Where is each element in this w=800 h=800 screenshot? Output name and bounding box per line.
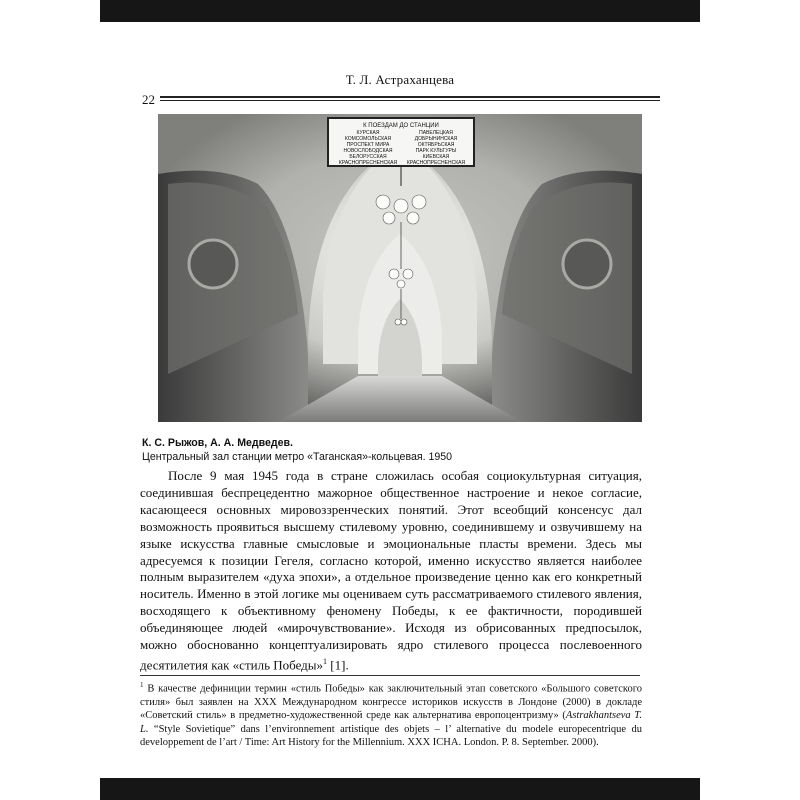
sign-station-left: НОВОСЛОБОДСКАЯ [343,148,393,154]
body-paragraph [140,468,642,674]
header-rule-thin [160,100,660,101]
footnote-mark: 1 [140,681,144,689]
sign-station-left: ПРОСПЕКТ МИРА [346,142,390,148]
sign-station-right: ПАВЕЛЕЦКАЯ [419,130,453,136]
sign-station-left: КОМСОМОЛЬСКАЯ [344,136,392,142]
sign-station-right: ОКТЯБРЬСКАЯ [417,142,455,148]
sign-station-left: БЕЛОРУССКАЯ [349,154,387,160]
footnote-text-end: “Style Sovietique” dans l’environnement artistique des objets – l’ alternative du modele europecentrique du developpement de l’art / Time: Art History for the Millennium. XXX ICHA. London. P. 8. September. 2000). [140,723,642,749]
footnote [140,679,642,750]
sign-heading: К ПОЕЗДАМ ДО СТАНЦИИ [363,123,439,129]
footnote-text: В качестве дефиниции термин «стиль Победы» как заключительный этап советского «Большого советского стиля» был заявлен на XXX Международном конгрессе историков искусств в Лондоне (2000) в докладе «Советский стиль» в предметно-художественной среде как альтернатива европоцентризму» ( [140,683,642,722]
bottom-black-bar [100,778,700,800]
sign-station-right: ПАРК КУЛЬТУРЫ [415,148,457,154]
sign-station-left: КУРСКАЯ [356,130,380,136]
header-rule-thick [160,96,660,98]
footnote-divider [140,675,640,676]
body-text-end: [1]. [327,657,349,673]
top-black-bar [100,0,700,22]
sign-station-right: ДОБРЫНИНСКАЯ [414,136,458,142]
footnote-author: Astrakhantseva T. L. [140,710,642,735]
book-page [140,22,660,778]
figure-caption [142,436,642,464]
running-title: Т. Л. Астраханцева [345,72,455,87]
caption-description: Центральный зал станции метро «Таганская»-кольцевая. 1950 [142,451,453,463]
body-text: После 9 мая 1945 года в стране сложилась особая социокультурная ситуация, соединившая беспрецедентно мажорное общественное настроение и некое согласие, касающееся основных мировоззренческих понятий. Этот всеобщий консенсус дал возможность проявиться высшему стилевому уровню, соединившему и озвучившему на языке искусства главные смысловые и эмоциональные пласты времени. Здесь мы адресуемся к позиции Гегеля, согласно которой, именно искусство является наиболее полным выразителем «духа эпохи», а отдельное произведение ценно как его конкретный носитель. Именно в этой логике мы оцениваем суть рассматриваемого стилевого явления, восходящего к объективному феномену Победы, к ее фактичности, породившей объединяющее людей «мирочувствование». Исходя из обрисованных предпосылок, можно обоснованно концептуализировать ядро стилевого процесса послевоенного десятилетия как «стиль Победы» [140,468,642,673]
footnote-reference: 1 [323,656,328,666]
page-number: 22 [142,92,155,107]
metro-station-photo [158,114,642,422]
sign-station-right: КРАСНОПРЕСНЕНСКАЯ [406,160,466,166]
caption-authors: К. С. Рыжов, А. А. Медведев. [142,437,293,449]
sign-station-left: КРАСНОПРЕСНЕНСКАЯ [338,160,398,166]
sign-station-right: КИЕВСКАЯ [422,154,450,160]
